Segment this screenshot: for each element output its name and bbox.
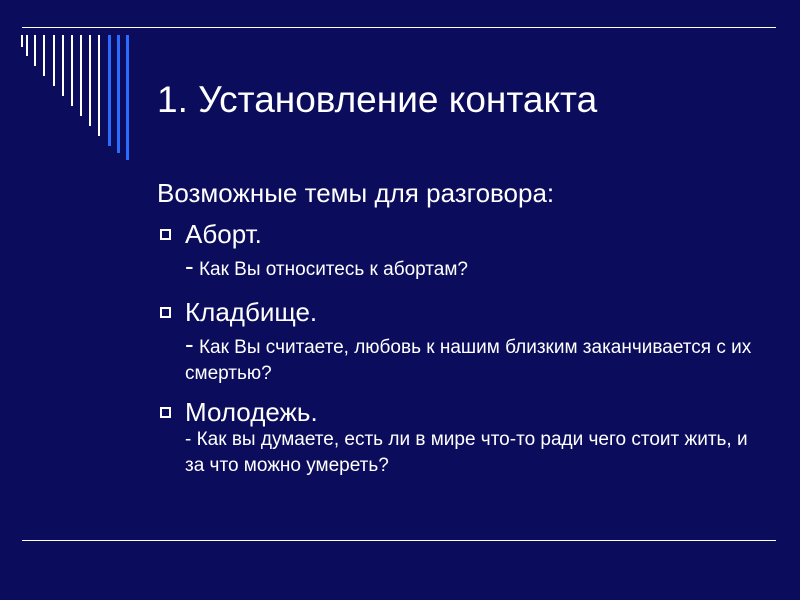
hollow-square-bullet-icon	[160, 307, 171, 318]
stripe	[43, 35, 45, 76]
bullet-subtext	[185, 331, 757, 387]
stripe	[89, 35, 91, 126]
slide-title: 1. Установление контакта	[157, 79, 598, 120]
stripe	[126, 35, 129, 160]
stripe	[117, 35, 120, 153]
bullet-subtext	[185, 253, 757, 283]
bottom-divider	[22, 540, 776, 541]
bullet-item-cemetery	[157, 295, 757, 387]
stripe	[26, 35, 28, 56]
bullet-subtext: - Как вы думаете, есть ли в мире что-то ради чего стоит жить, и за что можно умереть?	[185, 429, 748, 476]
bullet-subtext-text: Как Вы считаете, любовь к нашим близким заканчивается с их смертью?	[185, 337, 752, 384]
hollow-square-bullet-icon	[160, 407, 171, 418]
bullet-subtext-text: Как Вы относитесь к абортам?	[193, 259, 468, 280]
dash: -	[185, 251, 194, 281]
slide-content	[157, 175, 757, 479]
bullet-label: Молодежь.	[185, 397, 318, 427]
bullet-label: Кладбище.	[185, 297, 318, 327]
stripe	[62, 35, 64, 96]
bullet-label: Аборт.	[185, 219, 262, 249]
hollow-square-bullet-icon	[160, 229, 171, 240]
stripe	[21, 35, 23, 47]
stripes-decoration-icon	[0, 0, 140, 170]
stripe	[34, 35, 36, 66]
stripe	[98, 35, 100, 136]
stripe	[80, 35, 82, 116]
bullet-item-youth	[157, 395, 757, 479]
bullet-item-abortion	[157, 217, 757, 283]
lead-text: Возможные темы для разговора:	[157, 178, 555, 208]
stripe	[53, 35, 55, 86]
stripe	[71, 35, 73, 106]
dash: -	[185, 329, 194, 359]
stripe	[108, 35, 111, 146]
